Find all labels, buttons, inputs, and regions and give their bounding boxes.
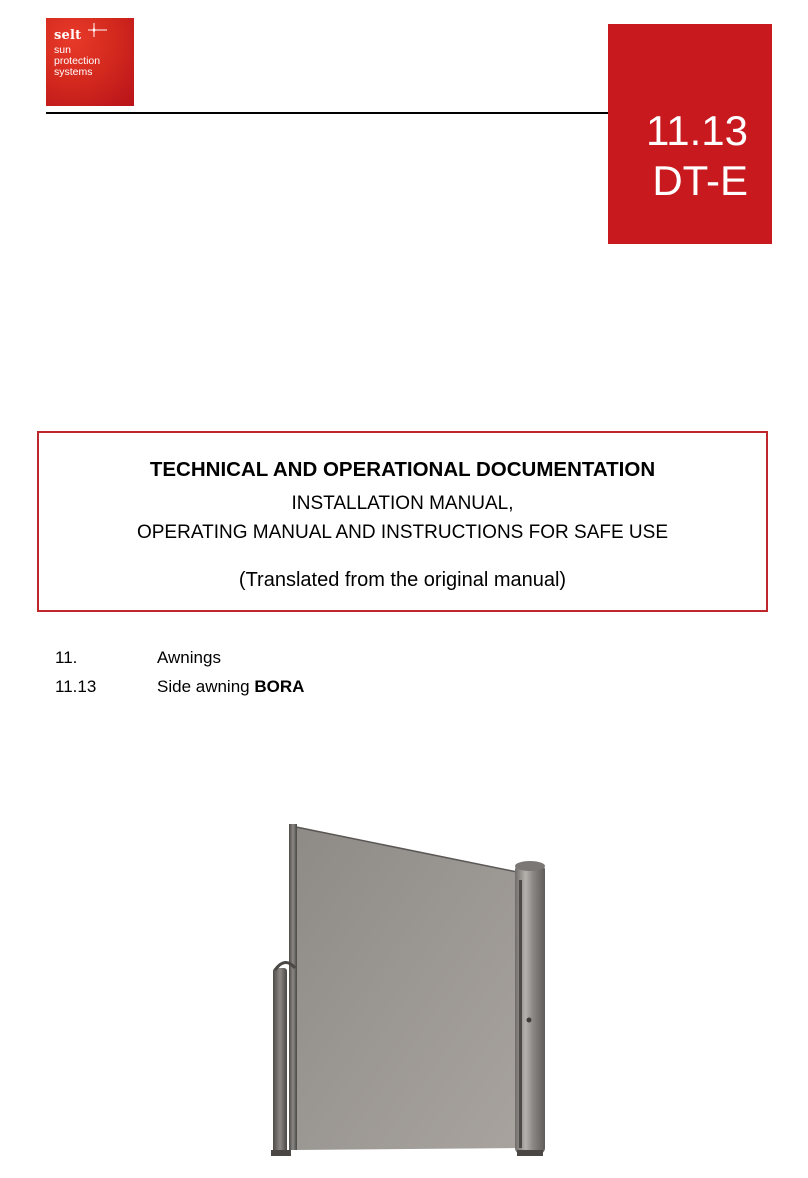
header-divider bbox=[46, 112, 612, 114]
product-name: BORA bbox=[254, 677, 305, 696]
document-subtitle-2: OPERATING MANUAL AND INSTRUCTIONS FOR SAFE USE bbox=[136, 522, 668, 543]
classification-label: Awnings bbox=[157, 648, 221, 667]
document-number: 11.13 bbox=[646, 107, 748, 154]
classification-number: 11. bbox=[55, 648, 78, 667]
translation-note: (Translated from the original manual) bbox=[238, 569, 567, 591]
logo-tagline-line-2: protection bbox=[54, 55, 101, 67]
selt-logo bbox=[46, 18, 134, 106]
side-awning-image bbox=[265, 820, 565, 1170]
document-suffix: DT-E bbox=[652, 157, 748, 204]
classification-number: 11.13 bbox=[55, 677, 97, 696]
document-subtitle-1: INSTALLATION MANUAL, bbox=[291, 493, 514, 514]
spark-icon bbox=[86, 23, 108, 37]
logo-tagline-line-1: sun bbox=[54, 44, 71, 56]
title-box bbox=[37, 431, 768, 612]
logo-tagline-line-3: systems bbox=[54, 66, 93, 78]
document-title: TECHNICAL AND OPERATIONAL DOCUMENTATION bbox=[149, 458, 656, 481]
logo-brand: selt bbox=[54, 29, 81, 42]
document-code-box bbox=[608, 24, 772, 244]
classification-label: Side awning BORA bbox=[157, 677, 305, 696]
